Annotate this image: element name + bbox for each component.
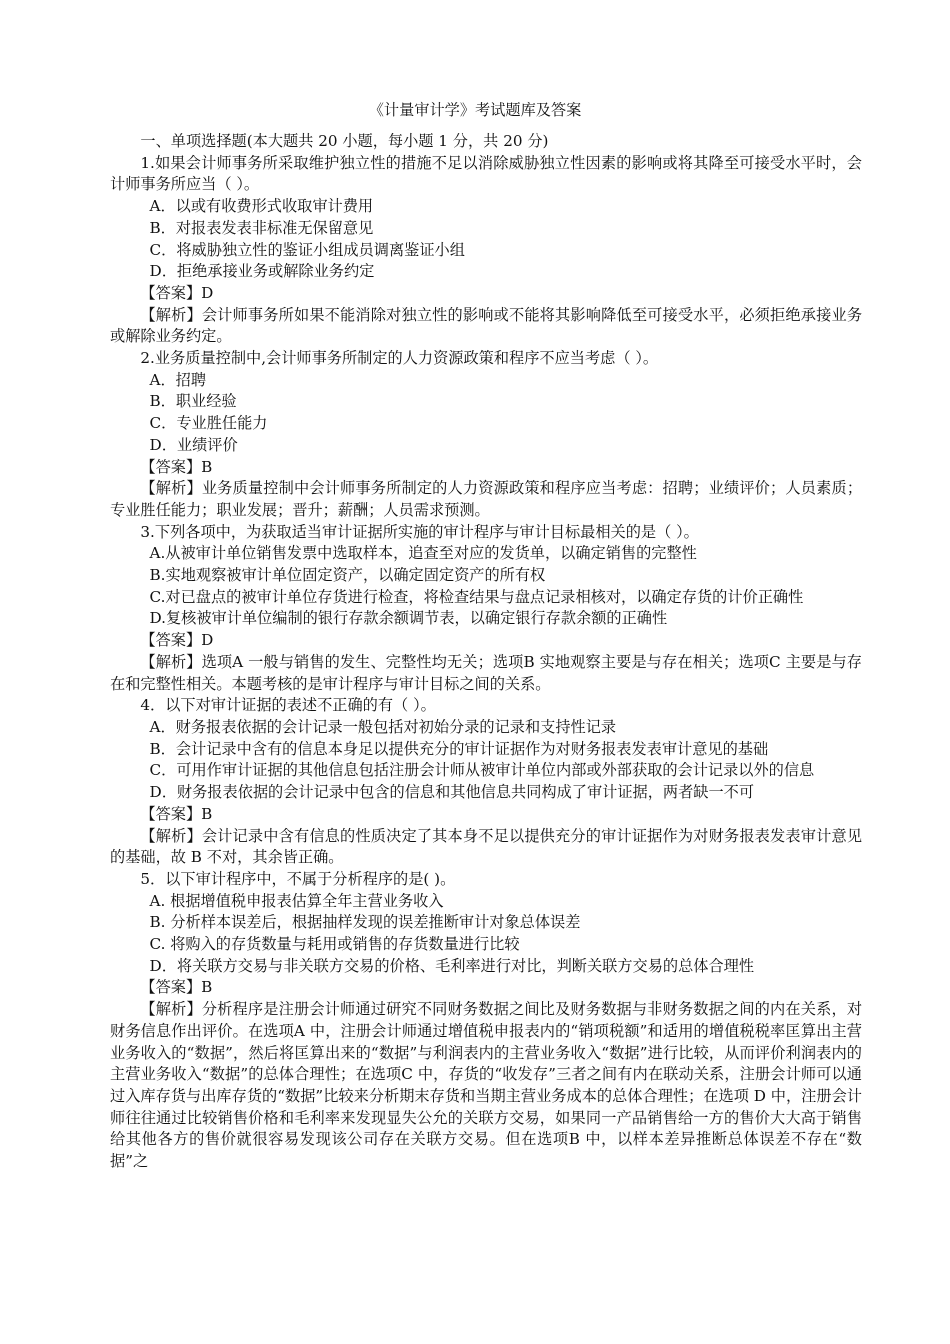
option-d: D.复核被审计单位编制的银行存款余额调节表，以确定银行存款余额的正确性 — [149, 609, 668, 628]
answer: 【答案】B — [140, 457, 213, 476]
option-b: B．会计记录中含有的信息本身足以提供充分的审计证据作为对财务报表发表审计意见的基础 — [149, 739, 769, 758]
option-a: A. 根据增值税申报表估算全年主营业务收入 — [149, 891, 444, 910]
option-a: A．财务报表依据的会计记录一般包括对初始分录的记录和支持性记录 — [149, 717, 617, 736]
question-stem: 2.业务质量控制中,会计师事务所制定的人力资源政策和程序不应当考虑（ ）。 — [140, 349, 659, 368]
option-b: B．职业经验 — [149, 392, 237, 411]
option-a: A.从被审计单位销售发票中选取样本，追查至对应的发货单，以确定销售的完整性 — [149, 544, 697, 563]
answer: 【答案】D — [140, 631, 214, 650]
option-d: D．拒绝承接业务或解除业务约定 — [149, 262, 375, 281]
question-stem: 5．以下审计程序中，不属于分析程序的是( )。 — [140, 869, 456, 888]
analysis: 【解析】业务质量控制中会计师事务所制定的人力资源政策和程序应当考虑：招聘；业绩评价；人员素质；专业胜任能力；职业发展；晋升；薪酬；人员需求预测。 — [110, 479, 862, 519]
document-title: 《计量审计学》考试题库及答案 — [368, 101, 582, 119]
analysis: 【解析】选项A 一般与销售的发生、完整性均无关；选项B 实地观察主要是与存在相关；选项C 主要是与存在和完整性相关。本题考核的是审计程序与审计目标之间的关系。 — [110, 652, 862, 693]
question-stem: 3.下列各项中，为获取适当审计证据所实施的审计程序与审计目标最相关的是（ ）。 — [140, 522, 699, 541]
answer: 【答案】D — [140, 283, 214, 302]
option-b: B. 分析样本误差后，根据抽样发现的误差推断审计对象总体误差 — [149, 913, 581, 932]
option-c: C．可用作审计证据的其他信息包括注册会计师从被审计单位内部或外部获取的会计记录以外的信息 — [149, 761, 815, 780]
option-a: A．招聘 — [149, 370, 207, 389]
option-c: C．专业胜任能力 — [149, 414, 268, 433]
option-c: C.对已盘点的被审计单位存货进行检查，将检查结果与盘点记录相核对，以确定存货的计价正确性 — [149, 587, 804, 606]
option-c: C．将威胁独立性的鉴证小组成员调离鉴证小组 — [149, 240, 465, 259]
option-a: A．以或有收费形式收取审计费用 — [149, 197, 374, 216]
option-d: D．财务报表依据的会计记录中包含的信息和其他信息共同构成了审计证据，两者缺一不可 — [149, 783, 755, 802]
option-d: D．业绩评价 — [149, 435, 238, 454]
answer: 【答案】B — [140, 804, 213, 823]
answer: 【答案】B — [140, 978, 213, 997]
option-b: B．对报表发表非标准无保留意见 — [149, 218, 374, 237]
analysis: 【解析】会计师事务所如果不能消除对独立性的影响或不能将其影响降低至可接受水平，必须拒绝承接业务或解除业务约定。 — [110, 305, 862, 346]
option-b: B.实地观察被审计单位固定资产，以确定固定资产的所有权 — [149, 566, 546, 585]
analysis: 【解析】会计记录中含有信息的性质决定了其本身不足以提供充分的审计证据作为对财务报表发表审计意见的基础，故 B 不对，其余皆正确。 — [110, 826, 862, 867]
option-c: C. 将购入的存货数量与耗用或销售的存货数量进行比较 — [149, 935, 520, 954]
document-body — [110, 131, 862, 1173]
analysis: 【解析】分析程序是注册会计师通过研究不同财务数据之间比及财务数据与非财务数据之间的内在关系，对财务信息作出评价。在选项A 中，注册会计师通过增值税申报表内的“销项税额”和适用的增值税税率匡算出主营业务收入的“数据”，然后将匡算出来的“数据”与利润表内的主营业务收入“数据”进行比较，从而评价利润表内的主营业务收入“数据”的总体合理性；在选项C 中，存货的“收发存”三者之间有内在联动关系，注册会计师可以通过入库存货与出库存货的“数据”比较来分析期末存货和当期主营业务成本的总体合理性；在选项 D 中，注册会计师往往通过比较销售价格和毛利率来发现显失公允的关联方交易，如果同一产品销售给一方的售价大大高于销售给其他各方的售价就很容易发现该公司存在关联方交易。但在选项B 中，以样本差异推断总体误差不存在“数据”之 — [110, 1000, 862, 1171]
section-heading: 一、单项选择题(本大题共 20 小题，每小题 1 分，共 20 分) — [140, 132, 549, 150]
question-stem: 1.如果会计师事务所采取维护独立性的措施不足以消除威胁独立性因素的影响或将其降至可接受水平时，会计师事务所应当（ ）。 — [110, 153, 862, 194]
question-stem: 4．以下对审计证据的表述不正确的有（ ）。 — [140, 696, 436, 715]
option-d: D．将关联方交易与非关联方交易的价格、毛利率进行对比，判断关联方交易的总体合理性 — [149, 956, 755, 975]
